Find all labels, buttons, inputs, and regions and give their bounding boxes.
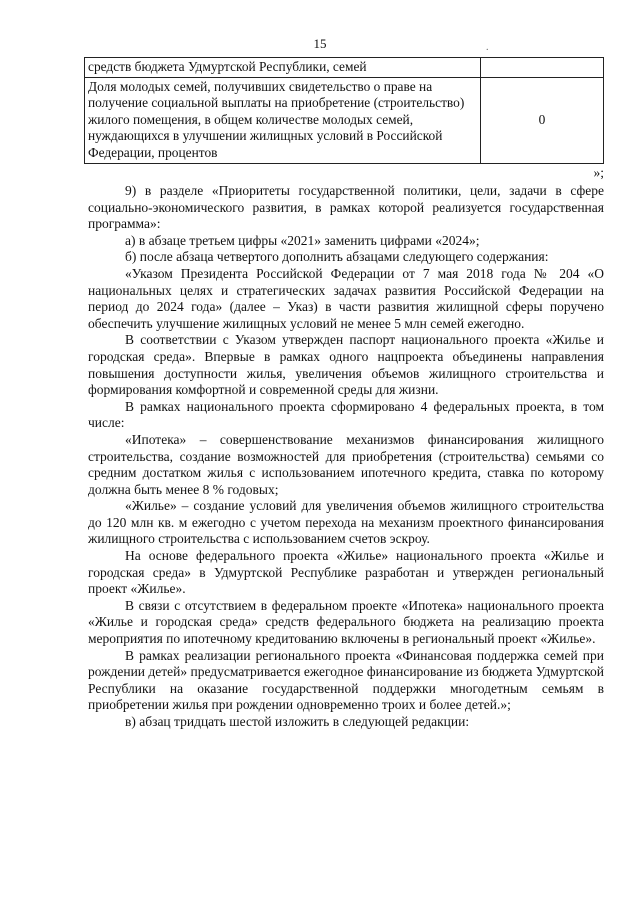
paragraph: В связи с отсутствием в федеральном проекте «Ипотека» национального проекта «Жилье и городская среда» средств федерального бюджета на реализацию проекта мероприятия по ипотечному кредитованию включены в региональный проект «Жилье». bbox=[88, 597, 604, 647]
paragraph: 9) в разделе «Приоритеты государственной политики, цели, задачи в сфере социально-экономического развития, в рамках которой реализуется государственная программа»: bbox=[88, 183, 604, 232]
table-cell-label: Доля молодых семей, получивших свидетельство о праве на получение социальной выплаты на приобретение (строительство) жилого помещения, в общем количестве молодых семей, нуждающихся в улучшении жилищных условий в Российской Федерации, процентов bbox=[85, 77, 481, 163]
paragraph: б) после абзаца четвертого дополнить абзацами следующего содержания: bbox=[125, 249, 549, 265]
scan-speck: . bbox=[486, 42, 489, 53]
paragraph: В соответствии с Указом утвержден паспорт национального проекта «Жилье и городская среда». Впервые в рамках одного нацпроекта объединены направления повышения доступности жилья, увеличения объемов жилищного строительства и формирования комфортной и современной среды для жизни. bbox=[88, 332, 604, 398]
page-number: 15 bbox=[313, 36, 327, 51]
paragraph: в) абзац тридцать шестой изложить в следующей редакции: bbox=[125, 714, 470, 729]
table-row bbox=[85, 77, 604, 163]
table-row bbox=[85, 58, 604, 78]
table-cell-value bbox=[481, 58, 604, 78]
table-cell-label: средств бюджета Удмуртской Республики, семей bbox=[85, 58, 481, 78]
indicator-table bbox=[84, 57, 604, 164]
table-closing-quote: »; bbox=[593, 165, 604, 180]
paragraph: «Ипотека» – совершенствование механизмов финансирования жилищного строительства, создание возможностей для приобретения (строительства) семьями со средним достатком жилья с использованием ипотечного кредита, ставка по которому должна быть менее 8 % годовых; bbox=[88, 431, 604, 497]
paragraph: а) в абзаце третьем цифры «2021» заменить цифрами «2024»; bbox=[125, 232, 480, 248]
table-cell-value: 0 bbox=[481, 77, 604, 163]
paragraph: В рамках национального проекта сформировано 4 федеральных проекта, в том числе: bbox=[88, 398, 604, 431]
paragraph: На основе федерального проекта «Жилье» национального проекта «Жилье и городская среда» в Удмуртской Республике разработан и утвержден региональный проект «Жилье». bbox=[88, 548, 604, 597]
paragraph: «Жилье» – создание условий для увеличения объемов жилищного строительства до 120 млн кв. м ежегодно с учетом перехода на механизм проектного финансирования жилищного строительства с использованием счетов эскроу. bbox=[88, 498, 604, 547]
paragraph: В рамках реализации регионального проекта «Финансовая поддержка семей при рождении детей» предусматривается ежегодное финансирование из бюджета Удмуртской Республики на оказание государственной поддержки многодетным семьям в приобретении жилья при рождении одновременно троих и более детей.»; bbox=[88, 647, 605, 713]
paragraph: «Указом Президента Российской Федерации от 7 мая 2018 года № 204 «О национальных целях и стратегических задачах развития Российской Федерации на период до 2024 года» (далее – Указ) в части развития жилищной сферы поручено обеспечить улучшение жилищных условий не менее 5 млн семей ежегодно. bbox=[88, 265, 604, 331]
document-body bbox=[88, 183, 604, 731]
